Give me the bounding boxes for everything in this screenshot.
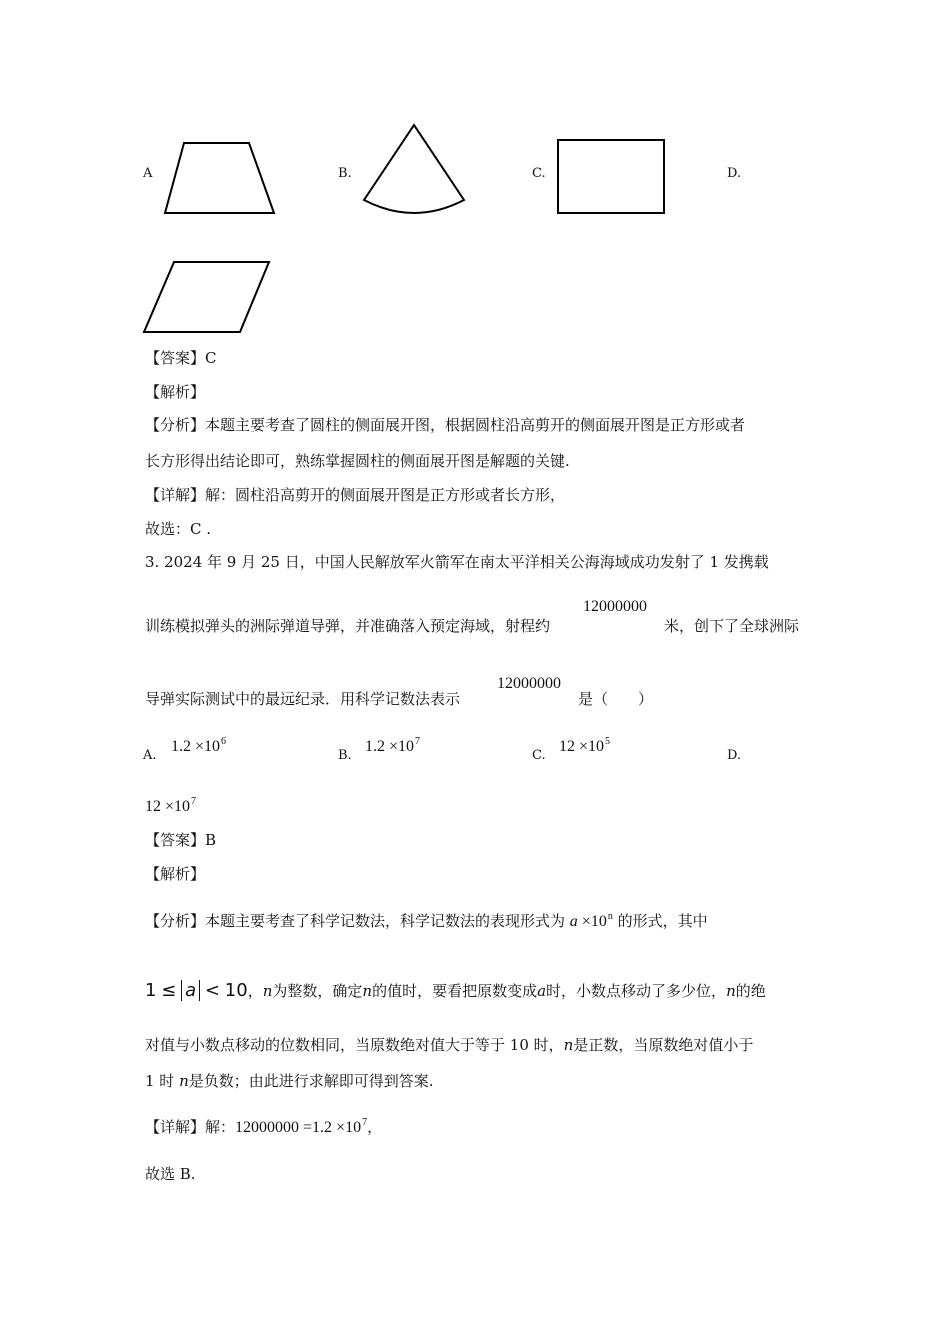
q3-option-c-label: C.	[532, 748, 546, 763]
q3-option-a-value: $1.2 \times 10^6$	[171, 736, 227, 755]
q2-analysis-heading: 【解析】	[145, 383, 206, 401]
option-c-label: C.	[532, 166, 546, 181]
q3-stem-line3a: 导弹实际测试中的最远纪录．用科学记数法表示	[145, 690, 461, 708]
q3-choose: 故选 B.	[145, 1165, 196, 1183]
q3-analysis-heading: 【解析】	[145, 865, 206, 883]
option-b-label: B.	[338, 166, 352, 181]
q3-number-repeat: 12000000	[497, 675, 561, 692]
q2-analysis-line1: 【分析】本题主要考查了圆柱的侧面展开图，根据圆柱沿高剪开的侧面展开图是正方形或者	[145, 416, 746, 434]
q3-answer: 【答案】B	[145, 831, 217, 849]
q3-distance-number: 12000000	[583, 598, 647, 615]
q3-option-d-value: $12 \times 10^7$	[145, 796, 197, 815]
q3-detail: 【详解】解：$12000000 =1.2 \times 10^7$，	[145, 1117, 383, 1136]
q3-stem-line2b: 米，创下了全球洲际	[664, 617, 800, 635]
q3-option-a-label: A.	[143, 748, 157, 763]
q3-analysis-line3: 对值与小数点移动的位数相同，当原数绝对值大于等于 10 时，n是正数，当原数绝对值小于	[145, 1036, 754, 1054]
q2-answer: 【答案】C	[145, 349, 217, 367]
q3-option-d-label: D.	[727, 748, 742, 763]
q3-option-b-label: B.	[338, 748, 352, 763]
q3-stem-line2a: 训练模拟弹头的洲际弹道导弹，并准确落入预定海域，射程约	[145, 617, 551, 635]
q3-option-c-value: $12 \times 10^5$	[559, 736, 611, 755]
option-d-label: D.	[727, 166, 742, 181]
q3-analysis-line4: 1 时 n是负数；由此进行求解即可得到答案.	[145, 1072, 434, 1090]
parallelogram-figure	[140, 259, 274, 337]
q3-stem-line3b: 是（ ）	[578, 690, 654, 708]
q2-analysis-line2: 长方形得出结论即可，熟练掌握圆柱的侧面展开图是解题的关键.	[145, 452, 570, 470]
sector-figure	[360, 122, 470, 218]
q3-analysis-line1: 【分析】本题主要考查了科学记数法，科学记数法的表现形式为 $a \times 10^n$ 的形式，其中	[145, 911, 708, 930]
q2-detail: 【详解】解：圆柱沿高剪开的侧面展开图是正方形或者长方形，	[145, 486, 566, 504]
q3-option-b-value: $1.2 \times 10^7$	[365, 736, 421, 755]
trapezoid-figure	[160, 140, 280, 218]
q3-analysis-line2: 1 ≤ a < 10，n为整数，确定n的值时，要看把原数变成a时，小数点移动了多少位，n的绝	[145, 980, 766, 1001]
rectangle-figure	[555, 137, 667, 217]
option-a-label: A	[143, 166, 153, 181]
q3-stem-line1: 3. 2024 年 9 月 25 日，中国人民解放军火箭军在南太平洋相关公海海域成功发射了 1 发携载	[145, 553, 769, 571]
q2-choose: 故选：C .	[145, 520, 212, 538]
